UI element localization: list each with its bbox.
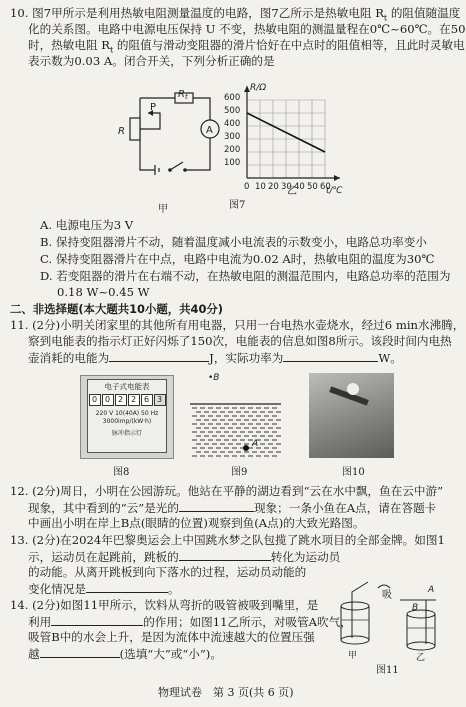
section2-title: 二、非选择题(本大题共10小题，共40分): [10, 302, 223, 316]
meter-digits: [88, 394, 166, 406]
x-tick-50: 50: [307, 182, 318, 192]
fig10-caption: 图10: [342, 467, 365, 478]
fig11-straws: [338, 578, 440, 663]
page-footer: 物理试卷 第 3 页(共 6 页): [158, 686, 294, 699]
x-tick-60: 60: [320, 182, 331, 192]
point-A: A: [252, 439, 259, 449]
y-tick-100: 100: [224, 158, 241, 168]
meter-digit: 3: [154, 394, 166, 406]
fig9-water: [188, 368, 283, 460]
x-tick-10: 10: [255, 182, 266, 192]
q10-line1: 10. 图7甲所示是利用热敏电阻测量温度的电路，图7乙所示是热敏电阻 $R_t$ 的阻值随温度: [10, 6, 461, 23]
q11-line1: 11. (2分)小明关闭家里的其他所有用电器，只用一台电热水壶烧水，经过6 min水沸腾，: [10, 318, 465, 332]
q12-line3: 中画出小明在岸上B点(眼睛的位置)观察到鱼(A点)的大致光路图。: [28, 516, 365, 530]
fig11-caption: 图11: [376, 665, 399, 676]
x-tick-30: 30: [281, 182, 292, 192]
q10-option-d-cont: 0.18 W~0.45 W: [57, 285, 150, 299]
q10-line2: 化的关系图。电路中电源电压保持 U 不变，热敏电阻的测温量程在0℃~60℃。在50: [28, 22, 466, 36]
label-Rt: $R_t$: [178, 89, 188, 101]
q10-line4: 表示数为0.03 A。闭合开关，下列分析正确的是: [28, 54, 275, 68]
fig11-jia: 甲: [348, 651, 358, 661]
q10-option-d: D. 若变阻器的滑片在右端不动，在热敏电阻的测温范围内，电路总功率的范围为: [40, 269, 451, 283]
fig7-caption: 图7: [229, 200, 246, 211]
q14-line3: 吸管B中的水会上升，是因为流体中流速越大的位置压强: [28, 630, 315, 644]
meter-digit: 0: [89, 394, 101, 406]
fig7-jia-circuit: [115, 88, 225, 198]
meter-digit: 0: [102, 394, 114, 406]
meter-digit: 2: [128, 394, 140, 406]
fig11-label-A: A: [428, 585, 435, 595]
y-tick-500: 500: [224, 106, 241, 116]
q10-option-a: A. 电源电压为3 V: [40, 218, 134, 232]
label-R: R: [118, 126, 125, 137]
q14-line2: 利用 的作用；如图11乙所示，对吸管A吹气，: [28, 615, 352, 629]
ammeter-A: A: [206, 125, 213, 136]
fig8-caption: 图8: [113, 467, 130, 478]
fig7-yi-label: 乙: [287, 186, 297, 197]
fig11-yi: 乙: [416, 653, 426, 663]
y-axis-label: R/Ω: [250, 83, 267, 93]
y-tick-400: 400: [224, 119, 241, 129]
x-tick-40: 40: [294, 182, 305, 192]
meter-indicator-label: 脉冲指示灯: [111, 429, 142, 437]
q13-line2: 示，运动员在起跳前，跳板的 转化为运动员: [28, 550, 341, 564]
q14-line1: 14. (2分)如图11甲所示，饮料从弯折的吸管被吸到嘴里，是: [10, 598, 319, 612]
y-tick-600: 600: [224, 93, 241, 103]
q10-option-c: C. 保持变阻器滑片在中点，电路中电流为0.02 A时，热敏电阻的温度为30℃: [40, 252, 435, 266]
q10-option-b: B. 保持变阻器滑片不动，随着温度减小电流表的示数变小，电路总功率变小: [40, 235, 427, 249]
fig9-caption: 图9: [231, 467, 248, 478]
meter-spec2: 3000imp/(kW·h): [102, 417, 152, 425]
q13-line3: 的动能。从离开跳板到向下落水的过程，运动员动能的: [28, 565, 307, 579]
x-tick-0: 0: [244, 182, 250, 192]
q12-line1: 12. (2分)周日，小明在公园游玩。他站在平静的湖边看到“云在水中飘，鱼在云中游”: [10, 484, 443, 498]
label-P: P: [150, 102, 157, 113]
y-tick-300: 300: [224, 132, 241, 142]
meter-digit: 2: [115, 394, 127, 406]
point-B: •B: [208, 373, 220, 383]
meter-digit: 6: [141, 394, 153, 406]
fig8-meter-photo: [80, 375, 174, 459]
q11-line2: 察到电能表的指示灯正好闪烁了150次，电能表的信息如图8所示。该段时间内电热: [28, 334, 452, 348]
q14-line4: 越 (选填“大”或“小”)。: [28, 647, 222, 661]
y-tick-200: 200: [224, 145, 241, 155]
q12-line2: 现象，其中看到的“云”是光的 现象；一条小鱼在A点，请在答题卡: [28, 501, 437, 515]
fig7-jia-label: 甲: [158, 204, 168, 215]
q13-line4: 变化情况是 。: [28, 582, 180, 596]
q13-line1: 13. (2分)在2024年巴黎奥运会上中国跳水梦之队包揽了跳水项目的全部金牌。如图1: [10, 533, 445, 547]
meter-spec1: 220 V 10(40A) 50 Hz: [95, 410, 159, 418]
q11-line3: 壶消耗的电能为 J，实际功率为 W。: [28, 351, 402, 365]
x-tick-20: 20: [268, 182, 279, 192]
fig11-label-B: B: [412, 603, 419, 613]
q10-line3: 时，热敏电阻 $R_t$ 的阻值与滑动变阻器的滑片恰好在中点时的阻值相等，且此时灵敏电: [28, 38, 465, 55]
fig11-xi-label: 吸: [382, 590, 392, 601]
meter-title: 电子式电能表: [104, 382, 150, 391]
fig10-diver-photo: [309, 373, 394, 458]
x-axis-label: t/℃: [326, 186, 343, 196]
